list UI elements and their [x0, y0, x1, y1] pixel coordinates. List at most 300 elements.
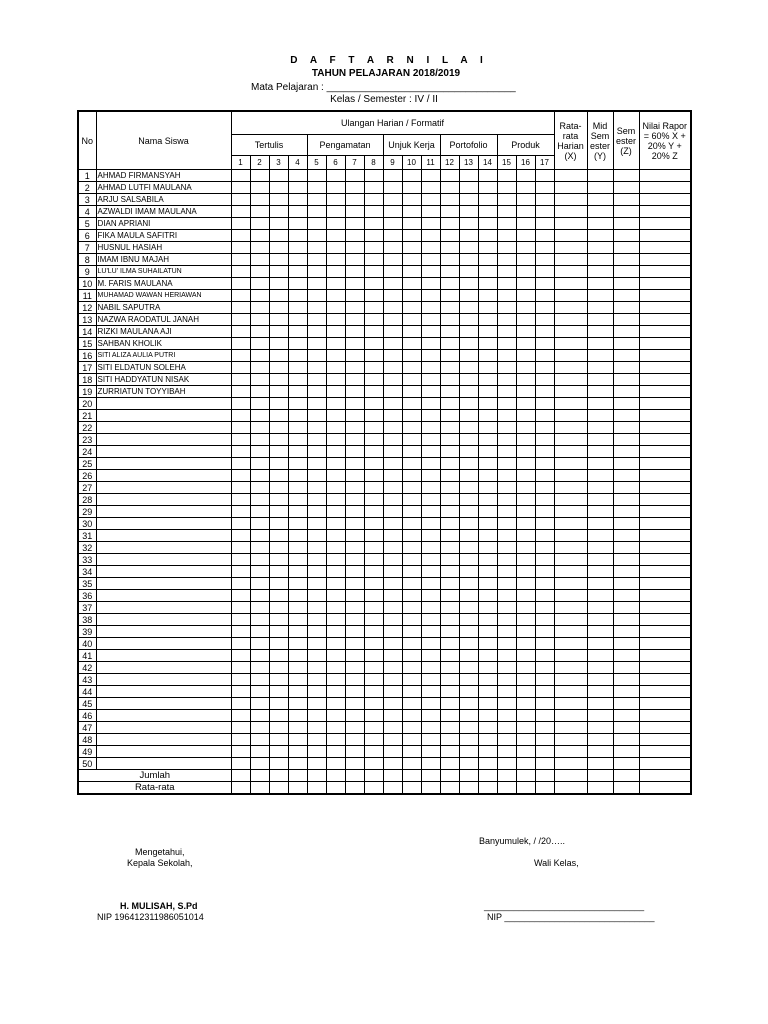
grade-cell	[535, 626, 554, 638]
grade-cell	[231, 218, 250, 230]
grade-cell	[554, 698, 587, 710]
subgroup-header: Unjuk Kerja	[383, 135, 440, 156]
grade-cell	[587, 314, 613, 326]
grade-cell	[459, 662, 478, 674]
grade-cell	[231, 278, 250, 290]
grade-cell	[383, 182, 402, 194]
grade-cell	[440, 662, 459, 674]
grade-cell	[250, 422, 269, 434]
grade-cell	[478, 182, 497, 194]
grade-cell	[421, 290, 440, 302]
grade-cell	[288, 602, 307, 614]
grade-cell	[250, 686, 269, 698]
grade-cell	[613, 266, 639, 278]
grade-cell	[587, 386, 613, 398]
grade-cell	[440, 686, 459, 698]
table-row	[78, 398, 691, 410]
grade-cell	[326, 530, 345, 542]
grade-cell	[535, 662, 554, 674]
col-name-header: Nama Siswa	[96, 111, 231, 170]
grade-cell	[326, 566, 345, 578]
grade-cell	[516, 266, 535, 278]
grade-cell	[269, 206, 288, 218]
table-row	[78, 362, 691, 374]
student-name	[96, 626, 231, 638]
row-number: 3	[78, 194, 96, 206]
student-name	[96, 566, 231, 578]
grade-cell	[459, 386, 478, 398]
grade-cell	[478, 482, 497, 494]
grade-cell	[440, 266, 459, 278]
grade-cell	[250, 206, 269, 218]
grade-cell	[250, 338, 269, 350]
grade-cell	[459, 290, 478, 302]
grade-cell	[639, 314, 691, 326]
grade-cell	[516, 278, 535, 290]
grade-cell	[613, 578, 639, 590]
grade-cell	[587, 614, 613, 626]
grade-cell	[326, 482, 345, 494]
grade-cell	[554, 326, 587, 338]
table-row	[78, 734, 691, 746]
grade-cell	[250, 494, 269, 506]
grade-cell	[516, 350, 535, 362]
grade-cell	[497, 758, 516, 770]
grade-cell	[231, 290, 250, 302]
grade-cell	[307, 770, 326, 782]
student-name	[96, 638, 231, 650]
grade-cell	[587, 530, 613, 542]
grade-cell	[478, 530, 497, 542]
assessment-number: 9	[383, 156, 402, 170]
grade-cell	[459, 578, 478, 590]
grade-cell	[639, 518, 691, 530]
grade-cell	[459, 206, 478, 218]
grade-cell	[288, 614, 307, 626]
grade-cell	[326, 626, 345, 638]
grade-cell	[345, 482, 364, 494]
grade-cell	[307, 398, 326, 410]
grade-cell	[497, 266, 516, 278]
grade-cell	[516, 566, 535, 578]
grade-cell	[554, 542, 587, 554]
grade-cell	[639, 362, 691, 374]
grade-cell	[364, 422, 383, 434]
grade-cell	[459, 710, 478, 722]
grade-cell	[639, 638, 691, 650]
grade-cell	[307, 482, 326, 494]
grade-cell	[459, 170, 478, 182]
grade-cell	[269, 758, 288, 770]
grade-cell	[250, 374, 269, 386]
grade-cell	[326, 470, 345, 482]
grade-cell	[613, 590, 639, 602]
grade-cell	[554, 722, 587, 734]
row-number: 40	[78, 638, 96, 650]
grade-cell	[497, 554, 516, 566]
average-row	[78, 782, 691, 795]
grade-cell	[516, 662, 535, 674]
grade-cell	[554, 554, 587, 566]
col-no-header: No	[78, 111, 96, 170]
grade-cell	[478, 782, 497, 795]
grade-cell	[639, 242, 691, 254]
grade-cell	[478, 722, 497, 734]
grade-cell	[613, 698, 639, 710]
grade-cell	[326, 410, 345, 422]
grade-cell	[345, 338, 364, 350]
grade-cell	[231, 554, 250, 566]
grade-cell	[587, 770, 613, 782]
grade-cell	[516, 398, 535, 410]
grade-cell	[345, 590, 364, 602]
grade-cell	[639, 170, 691, 182]
row-number: 37	[78, 602, 96, 614]
grade-cell	[231, 722, 250, 734]
grade-cell	[326, 758, 345, 770]
grade-cell	[639, 686, 691, 698]
student-name	[96, 518, 231, 530]
grade-cell	[478, 662, 497, 674]
grade-cell	[250, 170, 269, 182]
grade-cell	[345, 410, 364, 422]
grade-cell	[613, 314, 639, 326]
grade-cell	[231, 518, 250, 530]
grade-cell	[497, 446, 516, 458]
grade-cell	[459, 266, 478, 278]
subgroup-header: Portofolio	[440, 135, 497, 156]
grade-cell	[587, 338, 613, 350]
grade-cell	[587, 482, 613, 494]
grade-cell	[231, 362, 250, 374]
grade-cell	[326, 590, 345, 602]
grade-cell	[535, 674, 554, 686]
grade-cell	[383, 374, 402, 386]
grade-cell	[364, 734, 383, 746]
grade-cell	[269, 650, 288, 662]
grade-cell	[613, 302, 639, 314]
grade-cell	[516, 734, 535, 746]
grade-cell	[478, 410, 497, 422]
grade-cell	[383, 710, 402, 722]
grade-cell	[288, 230, 307, 242]
grade-cell	[459, 722, 478, 734]
row-number: 18	[78, 374, 96, 386]
row-number: 45	[78, 698, 96, 710]
grade-cell	[288, 710, 307, 722]
grade-cell	[250, 530, 269, 542]
grade-cell	[497, 242, 516, 254]
grade-cell	[231, 494, 250, 506]
grade-cell	[345, 782, 364, 795]
grade-cell	[231, 626, 250, 638]
grade-cell	[231, 338, 250, 350]
grade-cell	[383, 566, 402, 578]
grade-cell	[478, 602, 497, 614]
grade-cell	[459, 590, 478, 602]
grade-cell	[554, 362, 587, 374]
grade-cell	[250, 602, 269, 614]
grade-cell	[554, 170, 587, 182]
grade-cell	[421, 434, 440, 446]
grade-cell	[639, 674, 691, 686]
grade-cell	[535, 290, 554, 302]
grade-cell	[421, 218, 440, 230]
total-row-label: Jumlah	[78, 770, 231, 782]
grade-cell	[587, 206, 613, 218]
student-name	[96, 458, 231, 470]
grade-cell	[383, 494, 402, 506]
table-row	[78, 170, 691, 182]
grade-cell	[250, 242, 269, 254]
grade-cell	[345, 686, 364, 698]
table-row	[78, 578, 691, 590]
grade-cell	[326, 518, 345, 530]
grade-cell	[250, 398, 269, 410]
row-number: 32	[78, 542, 96, 554]
grade-cell	[554, 218, 587, 230]
grade-cell	[478, 218, 497, 230]
grade-cell	[440, 398, 459, 410]
grade-cell	[364, 278, 383, 290]
grade-cell	[402, 302, 421, 314]
row-number: 12	[78, 302, 96, 314]
grade-cell	[364, 758, 383, 770]
grade-cell	[535, 518, 554, 530]
grade-cell	[288, 302, 307, 314]
grade-cell	[535, 170, 554, 182]
grade-cell	[364, 746, 383, 758]
grade-cell	[288, 434, 307, 446]
grade-cell	[250, 446, 269, 458]
grade-cell	[288, 350, 307, 362]
student-name: MUHAMAD WAWAN HERIAWAN	[96, 290, 231, 302]
row-number: 8	[78, 254, 96, 266]
grade-cell	[345, 722, 364, 734]
grade-cell	[231, 734, 250, 746]
grade-cell	[421, 494, 440, 506]
grade-cell	[587, 518, 613, 530]
grade-cell	[326, 782, 345, 795]
grade-cell	[613, 530, 639, 542]
grade-cell	[288, 590, 307, 602]
grade-cell	[250, 410, 269, 422]
grade-cell	[307, 422, 326, 434]
grade-cell	[288, 506, 307, 518]
grade-cell	[639, 410, 691, 422]
grade-cell	[613, 386, 639, 398]
grade-cell	[326, 746, 345, 758]
grade-cell	[516, 458, 535, 470]
grade-cell	[250, 770, 269, 782]
grade-cell	[613, 194, 639, 206]
grade-cell	[587, 662, 613, 674]
grade-cell	[288, 398, 307, 410]
grade-cell	[478, 254, 497, 266]
grade-cell	[383, 362, 402, 374]
grade-cell	[307, 518, 326, 530]
grade-cell	[497, 218, 516, 230]
grade-cell	[250, 590, 269, 602]
grade-cell	[459, 602, 478, 614]
grade-cell	[459, 458, 478, 470]
grade-cell	[269, 350, 288, 362]
grade-cell	[250, 734, 269, 746]
grade-cell	[383, 434, 402, 446]
grade-cell	[459, 338, 478, 350]
grade-cell	[402, 290, 421, 302]
grade-cell	[402, 518, 421, 530]
grade-cell	[440, 362, 459, 374]
grade-cell	[421, 446, 440, 458]
grade-cell	[554, 614, 587, 626]
grade-cell	[440, 746, 459, 758]
grade-cell	[250, 746, 269, 758]
grade-cell	[639, 770, 691, 782]
grade-cell	[554, 674, 587, 686]
table-row	[78, 470, 691, 482]
grade-cell	[326, 278, 345, 290]
grade-cell	[307, 458, 326, 470]
grade-cell	[250, 758, 269, 770]
grade-cell	[535, 506, 554, 518]
grade-cell	[421, 566, 440, 578]
grade-cell	[535, 482, 554, 494]
table-row	[78, 530, 691, 542]
grade-cell	[478, 278, 497, 290]
grade-cell	[326, 662, 345, 674]
grade-cell	[440, 374, 459, 386]
grade-cell	[364, 662, 383, 674]
grade-cell	[554, 626, 587, 638]
grade-cell	[440, 434, 459, 446]
grade-cell	[587, 722, 613, 734]
grade-cell	[402, 686, 421, 698]
grade-cell	[478, 314, 497, 326]
grade-cell	[587, 458, 613, 470]
grade-cell	[516, 326, 535, 338]
grade-cell	[440, 758, 459, 770]
grade-cell	[231, 410, 250, 422]
grade-cell	[345, 230, 364, 242]
grade-cell	[288, 182, 307, 194]
student-name	[96, 482, 231, 494]
grade-cell	[497, 662, 516, 674]
grade-cell	[364, 710, 383, 722]
grade-cell	[497, 602, 516, 614]
grade-cell	[554, 434, 587, 446]
grade-cell	[478, 566, 497, 578]
grade-cell	[307, 386, 326, 398]
grade-cell	[326, 218, 345, 230]
document-title: D A F T A R N I L A I	[290, 55, 488, 66]
grade-cell	[269, 674, 288, 686]
grade-cell	[269, 626, 288, 638]
grade-cell	[535, 698, 554, 710]
grade-cell	[535, 566, 554, 578]
grade-cell	[345, 770, 364, 782]
grade-cell	[231, 746, 250, 758]
grade-cell	[497, 278, 516, 290]
grade-cell	[497, 722, 516, 734]
grade-cell	[421, 602, 440, 614]
grade-cell	[478, 626, 497, 638]
grade-cell	[307, 314, 326, 326]
grade-cell	[613, 218, 639, 230]
grade-cell	[402, 350, 421, 362]
row-number: 31	[78, 530, 96, 542]
grade-cell	[402, 602, 421, 614]
grade-cell	[535, 578, 554, 590]
grade-cell	[383, 206, 402, 218]
grade-cell	[516, 782, 535, 795]
grade-cell	[639, 266, 691, 278]
grade-cell	[326, 422, 345, 434]
row-number: 28	[78, 494, 96, 506]
table-row	[78, 710, 691, 722]
grade-cell	[516, 254, 535, 266]
student-name	[96, 446, 231, 458]
grade-cell	[383, 614, 402, 626]
grade-cell	[269, 782, 288, 795]
grade-cell	[250, 650, 269, 662]
grade-cell	[516, 314, 535, 326]
grade-cell	[383, 398, 402, 410]
grade-cell	[269, 422, 288, 434]
assessment-number: 10	[402, 156, 421, 170]
student-name: DIAN APRIANI	[96, 218, 231, 230]
grade-cell	[421, 182, 440, 194]
grade-cell	[639, 710, 691, 722]
grade-cell	[516, 290, 535, 302]
grade-cell	[478, 170, 497, 182]
grade-cell	[535, 434, 554, 446]
grade-cell	[383, 410, 402, 422]
grade-cell	[459, 254, 478, 266]
student-name	[96, 470, 231, 482]
grade-cell	[307, 734, 326, 746]
grade-cell	[269, 554, 288, 566]
grade-cell	[639, 662, 691, 674]
student-name	[96, 530, 231, 542]
grade-cell	[554, 398, 587, 410]
grade-cell	[613, 638, 639, 650]
student-name: IMAM IBNU MAJAH	[96, 254, 231, 266]
row-number: 49	[78, 746, 96, 758]
grade-cell	[345, 314, 364, 326]
grade-cell	[288, 626, 307, 638]
grade-cell	[288, 242, 307, 254]
grade-cell	[269, 734, 288, 746]
grade-cell	[497, 494, 516, 506]
grade-cell	[639, 482, 691, 494]
row-number: 29	[78, 506, 96, 518]
table-row	[78, 626, 691, 638]
grade-cell	[383, 242, 402, 254]
grade-cell	[326, 242, 345, 254]
grade-cell	[587, 374, 613, 386]
assessment-number: 7	[345, 156, 364, 170]
grade-cell	[497, 398, 516, 410]
grade-cell	[613, 254, 639, 266]
grade-cell	[307, 350, 326, 362]
grade-cell	[250, 506, 269, 518]
grade-cell	[516, 206, 535, 218]
grade-cell	[554, 182, 587, 194]
grade-cell	[383, 170, 402, 182]
grade-cell	[383, 758, 402, 770]
grade-cell	[345, 578, 364, 590]
